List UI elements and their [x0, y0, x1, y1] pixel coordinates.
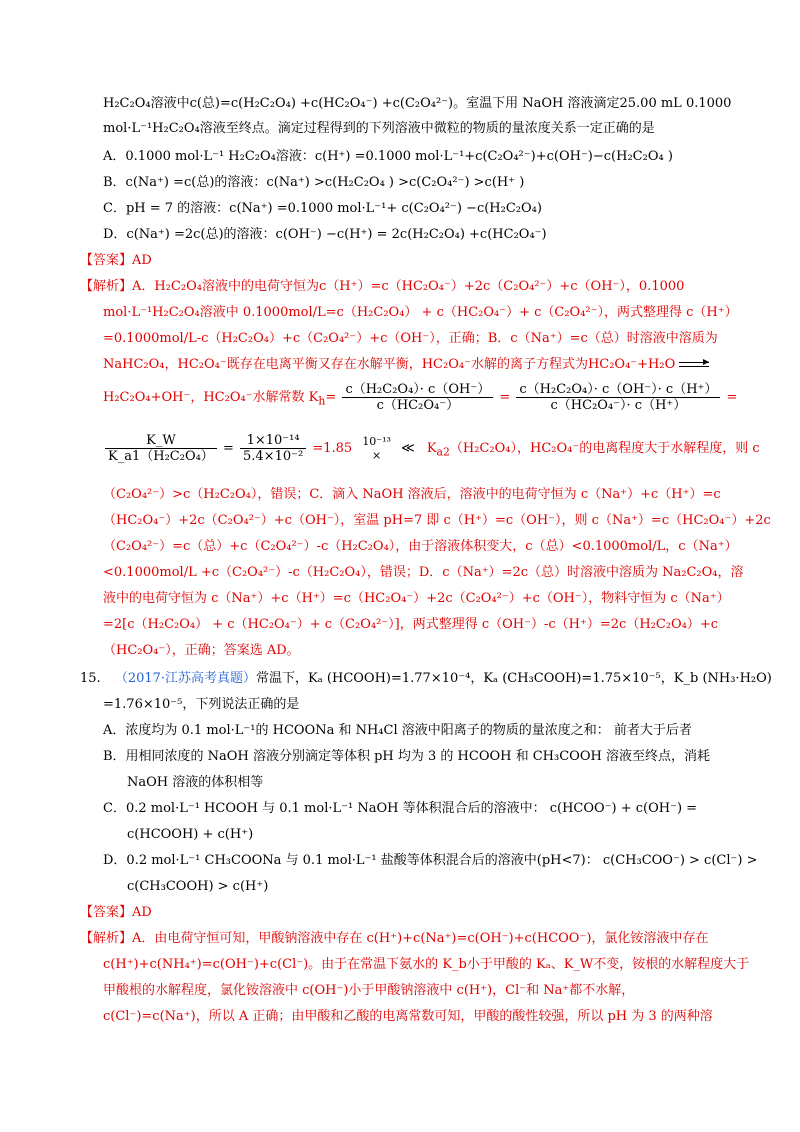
q14-option-c: C．pH = 7 的溶液：c(Na⁺) =0.1000 mol·L⁻¹+ c(C₂O₄²⁻) −c(H₂C₂O₄)	[103, 201, 542, 216]
q15-option-d-line-2: c(CH₃COOH) > c(H⁺)	[127, 879, 269, 894]
question-number: 15.	[80, 671, 101, 686]
q14-exponent: 10⁻¹³	[362, 434, 391, 448]
q15-option-b-line-2: NaOH 溶液的体积相等	[127, 775, 264, 790]
q14-option-d: D．c(Na⁺) =2c(总)的溶液：c(OH⁻) −c(H⁺) = 2c(H₂C₂O₄) +c(HC₂O₄⁻)	[103, 227, 547, 242]
q14-explanation-line-4-text: NaHC₂O₄，HC₂O₄⁻既存在电离平衡又存在水解平衡，HC₂O₄⁻水解的离子方程式为HC₂O₄⁻+H₂O	[103, 357, 676, 372]
q14-ka2-rest: （H₂C₂O₄），HC₂O₄⁻的电离程度大于水解程度，则 c	[449, 441, 760, 456]
q14-explanation-line-12: =2[c（H₂C₂O₄） + c（HC₂O₄⁻）+ c（C₂O₄²⁻）]，两式整理得 c（OH⁻）-c（H⁺）=2c（H₂C₂O₄）+c	[103, 617, 719, 632]
q14-kw-expression: $\frac{K\_W}{\text{K\_a1（H₂C₂O₄）}}$ = $\frac{\text{1×10⁻¹⁴}}{\text{5.4×10⁻²}}$ =1.85 10⁻¹³ × ≪ $K_{a2}(H_2C_2O_4)$，HC₂O₄⁻的电离程度大于水解程度，则 c	[103, 427, 760, 475]
equilibrium-arrow-icon	[679, 361, 709, 369]
q14-explanation-line-10: <0.1000mol/L +c（C₂O₄²⁻）-c（H₂C₂O₄），错误；D．c（Na⁺）=2c（总）时溶液中溶质为 Na₂C₂O₄，溶	[103, 565, 744, 580]
fraction-kw	[105, 433, 217, 464]
q14-explanation-line-7: （C₂O₄²⁻）>c（H₂C₂O₄），错误；C．滴入 NaOH 溶液后，溶液中的电荷守恒为 c（Na⁺）+c（H⁺）=c	[103, 487, 721, 502]
q14-option-b: B．c(Na⁺) =c(总)的溶液：c(Na⁺) >c(H₂C₂O₄ ) >c(C₂O₄²⁻) >c(H⁺ )	[103, 175, 525, 190]
q15-stem-line-2: =1.76×10⁻⁵，下列说法正确的是	[103, 697, 300, 712]
fraction-kh-1	[342, 382, 493, 413]
q14-hydrolysis-text: H₂C₂O₄+OH⁻，HC₂O₄⁻水解常数 K	[103, 390, 319, 405]
q14-hydrolysis-sub: h	[318, 394, 326, 408]
fraction-kh-2	[516, 382, 720, 413]
q14-explanation-line-9: （C₂O₄²⁻）=c（总）+c（C₂O₄²⁻）-c（H₂C₂O₄），由于溶液体积变大，c（总）<0.1000mol/L，c（Na⁺）	[103, 539, 738, 554]
q15-option-a: A．浓度均为 0.1 mol·L⁻¹的 HCOONa 和 NH₄Cl 溶液中阳离子的物质的量浓度之和： 前者大于后者	[103, 723, 692, 738]
fraction-kh-2-numerator: c（H₂C₂O₄）· c（OH⁻）· c（H⁺）	[516, 382, 720, 398]
q14-explanation-line-4	[103, 356, 709, 374]
q14-stem-line-2: mol·L⁻¹H₂C₂O₄溶液至终点。滴定过程得到的下列溶液中微粒的物质的量浓度关系一定正确的是	[103, 121, 655, 136]
q15-option-c-line-2: c(HCOOH) + c(H⁺)	[127, 827, 254, 842]
q14-ka2-text: K	[426, 441, 437, 456]
q15-explanation-line-1: 【解析】A．由电荷守恒可知，甲酸钠溶液中存在 c(H⁺)+c(Na⁺)=c(OH⁻)+c(HCOO⁻)，氯化铵溶液中存在	[80, 931, 709, 946]
q14-explanation-line-1: 【解析】A．H₂C₂O₄溶液中的电荷守恒为c（H⁺）=c（HC₂O₄⁻）+2c（C₂O₄²⁻）+c（OH⁻），0.1000	[80, 279, 685, 294]
q14-explanation-line-13: （HC₂O₄⁻），正确；答案选 AD。	[103, 643, 300, 658]
q14-stem-line-1: H₂C₂O₄溶液中c(总)=c(H₂C₂O₄) +c(HC₂O₄⁻) +c(C₂O₄²⁻)。室温下用 NaOH 溶液滴定25.00 mL 0.1000	[103, 96, 732, 111]
q15-explanation-line-4: c(Cl⁻)=c(Na⁺)，所以 A 正确；由甲酸和乙酸的电离常数可知，甲酸的酸性较强，所以 pH 为 3 的两种溶	[103, 1009, 713, 1024]
fraction-kh-2-denominator: c（HC₂O₄⁻）· c（H⁺）	[550, 398, 687, 413]
q14-ka2-sub: a2	[436, 445, 450, 459]
q15-stem-text: 常温下，Kₐ (HCOOH)=1.77×10⁻⁴，Kₐ (CH₃COOH)=1.75×10⁻⁵，K_b (NH₃·H₂O)	[256, 671, 772, 686]
q15-stem-line-1	[80, 670, 772, 688]
fraction-value	[240, 433, 306, 464]
q15-source: （2017·江苏高考真题）	[114, 671, 257, 686]
q15-explanation-line-2: c(H⁺)+c(NH₄⁺)=c(OH⁻)+c(Cl⁻)。由于在常温下氨水的 K_b小于甲酸的 Kₐ、K_W不变，铵根的水解程度大于	[103, 957, 750, 972]
q14-option-a: A．0.1000 mol·L⁻¹ H₂C₂O₄溶液：c(H⁺) =0.1000 mol·L⁻¹+c(C₂O₄²⁻)+c(OH⁻)−c(H₂C₂O₄ )	[103, 149, 673, 164]
q14-much-less-symbol: ≪	[401, 441, 415, 456]
fraction-kw-numerator: K_W	[105, 433, 217, 449]
q15-option-b-line-1: B．用相同浓度的 NaOH 溶液分别滴定等体积 pH 均为 3 的 HCOOH 和 CH₃COOH 溶液至终点，消耗	[103, 749, 710, 764]
q15-option-d-line-1: D．0.2 mol·L⁻¹ CH₃COONa 与 0.1 mol·L⁻¹ 盐酸等体积混合后的溶液中(pH<7)： c(CH₃COO⁻) > c(Cl⁻) >	[103, 853, 758, 868]
fraction-kw-denominator: K_a1（H₂C₂O₄）	[108, 449, 214, 464]
fraction-value-numerator: 1×10⁻¹⁴	[240, 433, 306, 449]
q15-option-c-line-1: C．0.2 mol·L⁻¹ HCOOH 与 0.1 mol·L⁻¹ NaOH 等体积混合后的溶液中： c(HCOO⁻) + c(OH⁻) =	[103, 801, 698, 816]
q14-answer: 【答案】AD	[80, 253, 152, 268]
q14-equals-2: =	[499, 390, 511, 405]
q15-explanation-line-3: 甲酸根的水解程度，氯化铵溶液中 c(OH⁻)小于甲酸钠溶液中 c(H⁺)，Cl⁻和 Na⁺都不水解，	[103, 983, 635, 998]
q14-hydrolysis-expression	[103, 378, 737, 422]
fraction-value-denominator: 5.4×10⁻²	[243, 449, 304, 464]
q14-equals-1: =	[325, 390, 337, 405]
q14-explanation-line-11: 液中的电荷守恒为 c（Na⁺）+c（H⁺）=c（HC₂O₄⁻）+2c（C₂O₄²⁻）+c（OH⁻），物料守恒为 c（Na⁺）	[103, 591, 730, 606]
q14-explanation-line-3: =0.1000mol/L-c（H₂C₂O₄）+c（C₂O₄²⁻）+c（OH⁻），正确；B．c（Na⁺）=c（总）时溶液中溶质为	[103, 331, 718, 346]
q15-answer: 【答案】AD	[80, 905, 152, 920]
q14-value: =1.85	[312, 441, 353, 456]
fraction-kh-1-numerator: c（H₂C₂O₄）· c（OH⁻）	[342, 382, 493, 398]
q14-explanation-line-8: （HC₂O₄⁻）+2c（C₂O₄²⁻）+c（OH⁻），室温 pH=7 即 c（H⁺）=c（OH⁻），则 c（Na⁺）=c（HC₂O₄⁻）+2c	[103, 513, 771, 528]
q14-times-symbol: ×	[372, 448, 382, 462]
q14-explanation-line-2: mol·L⁻¹H₂C₂O₄溶液中 0.1000mol/L=c（H₂C₂O₄） + c（HC₂O₄⁻）+ c（C₂O₄²⁻），两式整理得 c（H⁺）	[103, 305, 738, 320]
fraction-kh-1-denominator: c（HC₂O₄⁻）	[376, 398, 460, 413]
q14-equals-3: =	[726, 390, 738, 405]
